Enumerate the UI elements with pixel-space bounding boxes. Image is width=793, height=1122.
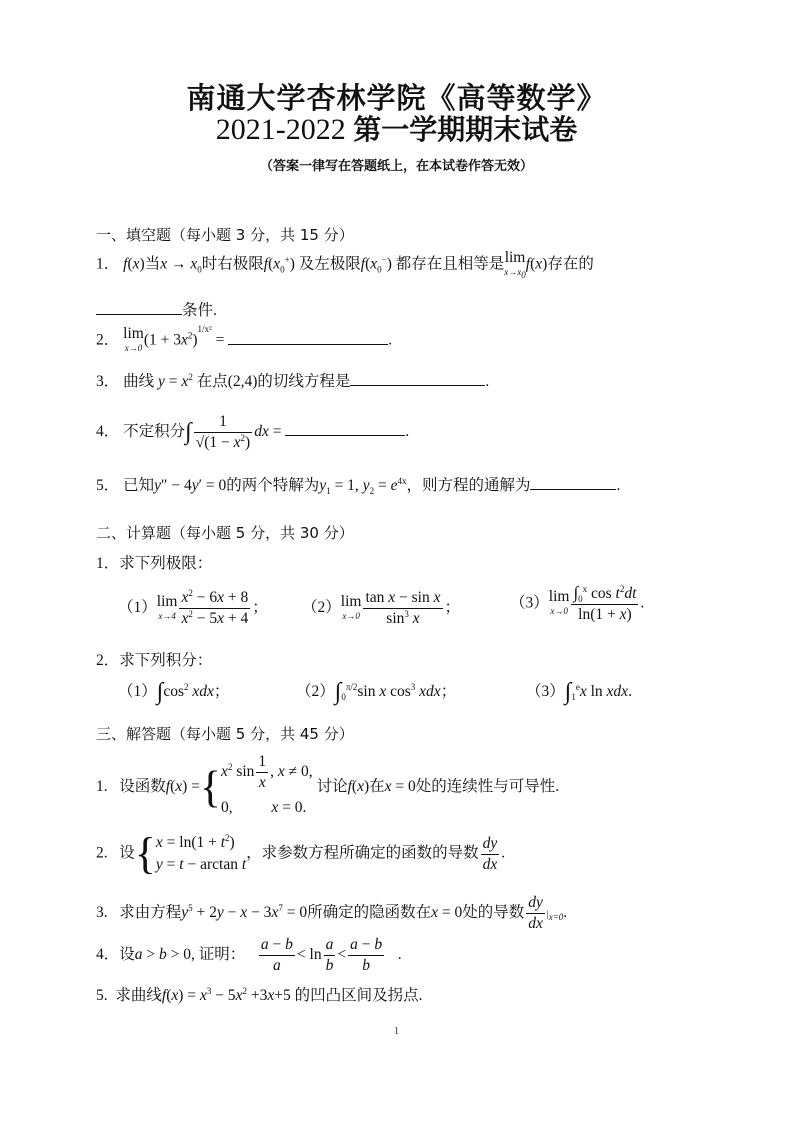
answer-blank: [285, 421, 405, 436]
question-2-2: 2．求下列积分：: [96, 652, 213, 669]
question-3-2: 2. 设{ $x = \ln(1 + t^2)$ y = t − arctan t ，求参数方程所确定的函数的导数 $\frac{dy}{dx}$ .: [96, 829, 506, 878]
exam-title-institution: 南通大学杏林学院《高等数学》: [186, 81, 607, 115]
exam-notice: （答案一律写在答题纸上，在本试卷作答无效）: [259, 159, 533, 174]
question-2-2-part-1: $(1)\int\cos^2$ xdx；: [118, 679, 230, 705]
answer-blank: [228, 330, 388, 345]
question-1-1-cont: 条件.: [96, 298, 217, 320]
question-3-4: 4．设a > b > 0, 证明： $\frac{a - b}{a}$ < ln $\frac{a}{b}$ < $\frac{a - b}{b}$ .: [96, 936, 402, 974]
question-3-3: 3. 求由方程$y^5 + 2y - x - 3x^7 = 0$所确定的隐函数在x = 0处的导数 $\frac{dy}{dx}$ $|_{x=0}$.: [96, 894, 568, 932]
answer-blank: [96, 300, 182, 315]
question-1-5: 5． 已知y″ − 4y′ = 0的两个特解为$y_1 = 1$, $y_2 = e^{4x}$，则方程的通解为 .: [96, 475, 621, 497]
answer-blank: [350, 371, 485, 386]
section-heading-fill-in: 一、填空题（每小题 3 分，共 15 分）: [96, 226, 354, 244]
exam-title-term: [0, 108, 793, 148]
question-2-2-part-2: $(2)\int_0^{\pi/2}\sin$ x $\cos^3$ xdx；: [296, 679, 457, 705]
exam-term: 第一学期期末试卷: [353, 113, 578, 146]
question-2-1-part-1: （1）lim x→4 $\frac{x^2 - 6x + 8}{x^2 - 5x + 4}$ ；: [118, 587, 268, 627]
question-1-3: 3． 曲线 $y = x^2$ 在点(2,4)的切线方程是 .: [96, 371, 490, 390]
page-number: 1: [393, 1025, 400, 1037]
question-2-1: 1．求下列极限：: [96, 555, 213, 572]
answer-blank: [530, 475, 616, 490]
question-2-1-part-2: （2）lim x→0 $\frac{\text{tan x − sin x}}{\sin^3 x}$ ；: [302, 589, 461, 627]
question-2-2-part-3: $(3)\int_1^ex$ ln xdx.: [526, 679, 632, 705]
question-1-2: 2． lim x→0 $(1 + 3x^2)^{1/x^2}$ = .: [96, 324, 393, 353]
question-1-1: 1． f(x)当$x \to x_0$时右极限$f(x_0^+)$ 及左极限$f(x_0^-)$ 都存在且相等是lim $x\to x_0$ f(x)存在的: [96, 249, 594, 280]
question-3-5: 5. 求曲线$f(x) = x^3 - 5x^2 +3x+5$ 的凹凸区间及拐点.: [96, 985, 423, 1004]
section-heading-calculation: 二、计算题（每小题 5 分，共 30 分）: [96, 524, 354, 542]
question-2-1-part-3: （3）lim x→0 $\frac{\int_0^x \cos t^2dt}{\ln(1 + x)}$ .: [510, 583, 645, 623]
question-3-1: 1. 设函数f(x) ={ $x^2$ sin $\frac{1}{x}$ , x ≠ 0, 0, x = 0. 讨论f(x)在x = 0处的连续性与可导性.: [96, 753, 560, 816]
question-1-4: 4． 不定积分∫ $\frac{1}{√(1 - x^2)}$ dx = .: [96, 413, 410, 451]
section-heading-solution: 三、解答题（每小题 5 分，共 45 分）: [96, 725, 354, 743]
exam-year: 2021-2022: [215, 113, 346, 146]
